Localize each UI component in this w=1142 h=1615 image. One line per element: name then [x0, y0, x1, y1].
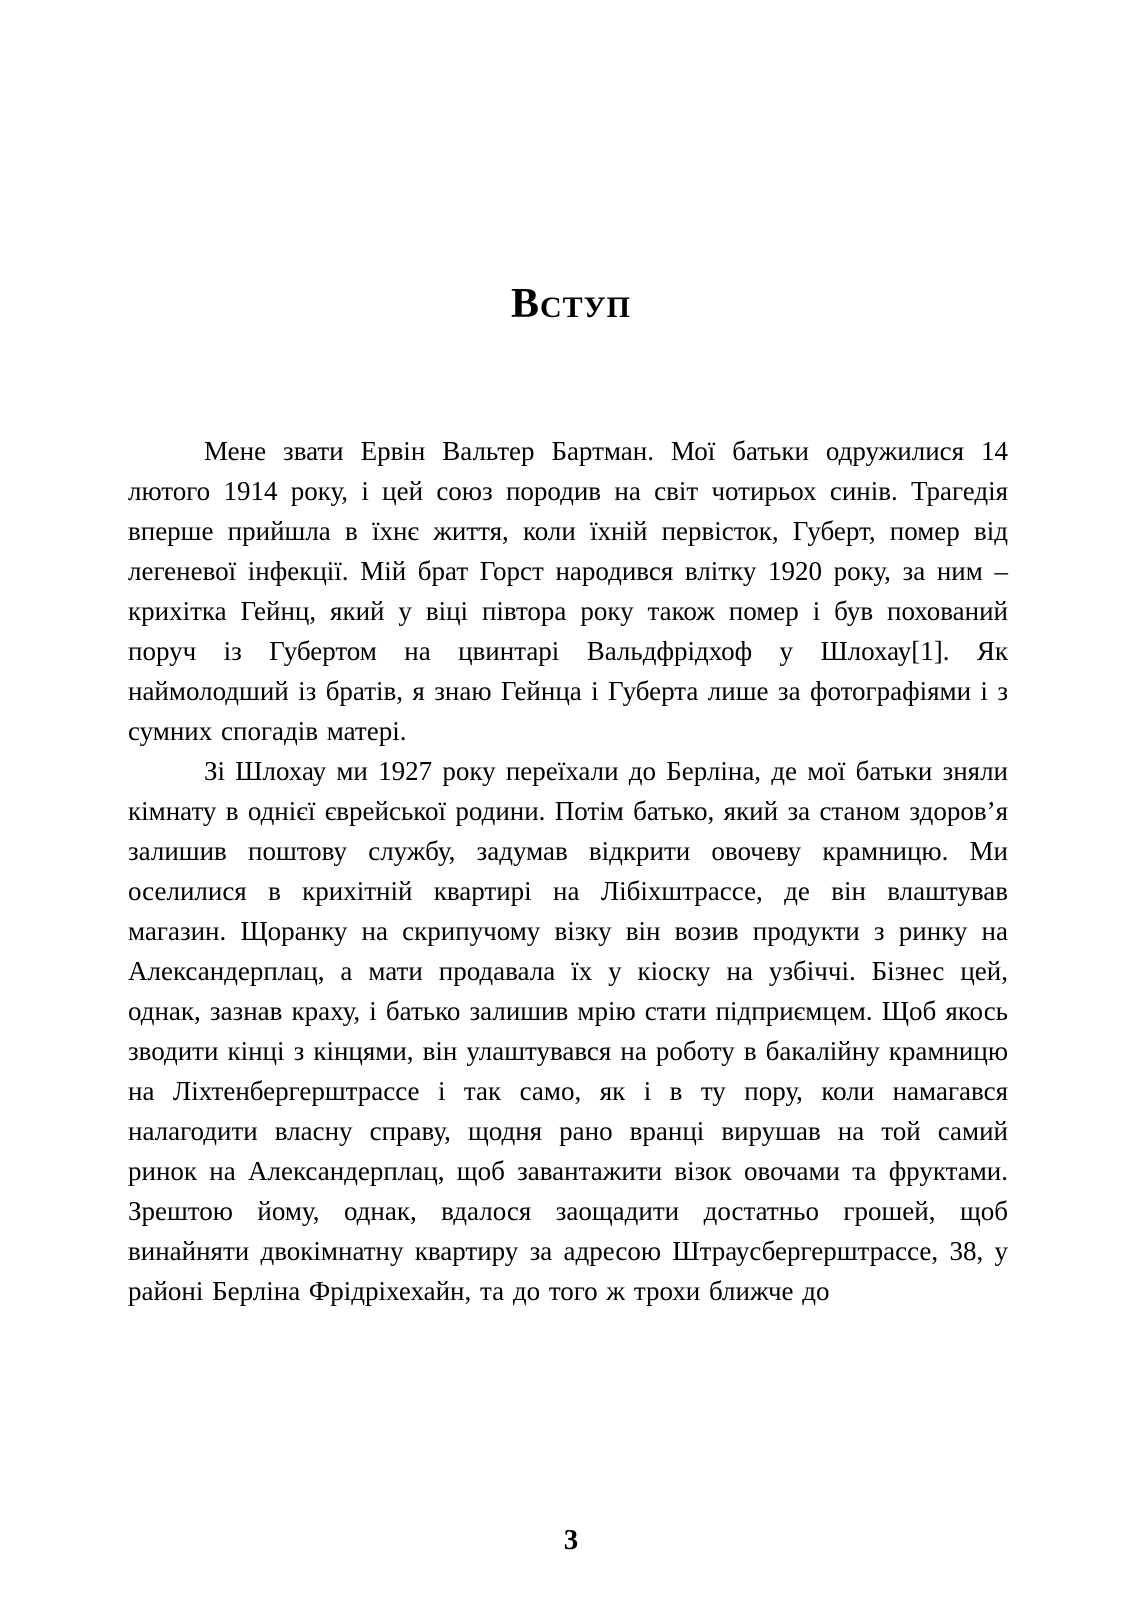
chapter-title [0, 283, 1142, 325]
chapter-title-initial: В [510, 281, 540, 327]
body-text [128, 431, 1008, 1311]
body-paragraph: Мене звати Ервін Вальтер Бартман. Мої батьки одружилися 14 лютого 1914 року, і цей союз породив на світ чотирьох синів. Трагедія вперше прийшла в їхнє життя, коли їхній первісток, Губерт, помер від легеневої інфекції. Мій брат Горст народився влітку 1920 року, за ним – крихітка Гейнц, який у віці півтора року також помер і був похований поруч із Губертом на цвинтарі Вальдфрідхоф у Шлохау[1]. Як наймолодший із братів, я знаю Гейнца і Губерта лише за фотографіями і з сумних спогадів матері. [128, 436, 1008, 746]
chapter-title-rest: СТУП [539, 291, 632, 324]
page-number: 3 [563, 1524, 579, 1556]
body-paragraph: Зі Шлохау ми 1927 року переїхали до Берліна, де мої батьки зняли кімнату в однієї єврейської родини. Потім батько, який за станом здоров’я залишив поштову службу, задумав відкрити овочеву крамницю. Ми оселилися в крихітній квартирі на Лібіхштрассе, де він влаштував магазин. Щоранку на скрипучому візку він возив продукти з ринку на Александерплац, а мати продавала їх у кіоску на узбіччі. Бізнес цей, однак, зазнав краху, і батько залишив мрію стати підприємцем. Щоб якось зводити кінці з кінцями, він улаштувався на роботу в бакалійну крамницю на Ліхтенбергерштрассе і так само, як і в ту пору, коли намагався налагодити власну справу, щодня рано вранці вирушав на той самий ринок на Александерплац, щоб завантажити візок овочами та фруктами. Зрештою йому, однак, вдалося заощадити достатньо грошей, щоб винайняти двокімнатну квартиру за адресою Штраусбергерштрассе, 38, у районі Берліна Фрідріхехайн, та до того ж трохи ближче до [128, 756, 1008, 1306]
